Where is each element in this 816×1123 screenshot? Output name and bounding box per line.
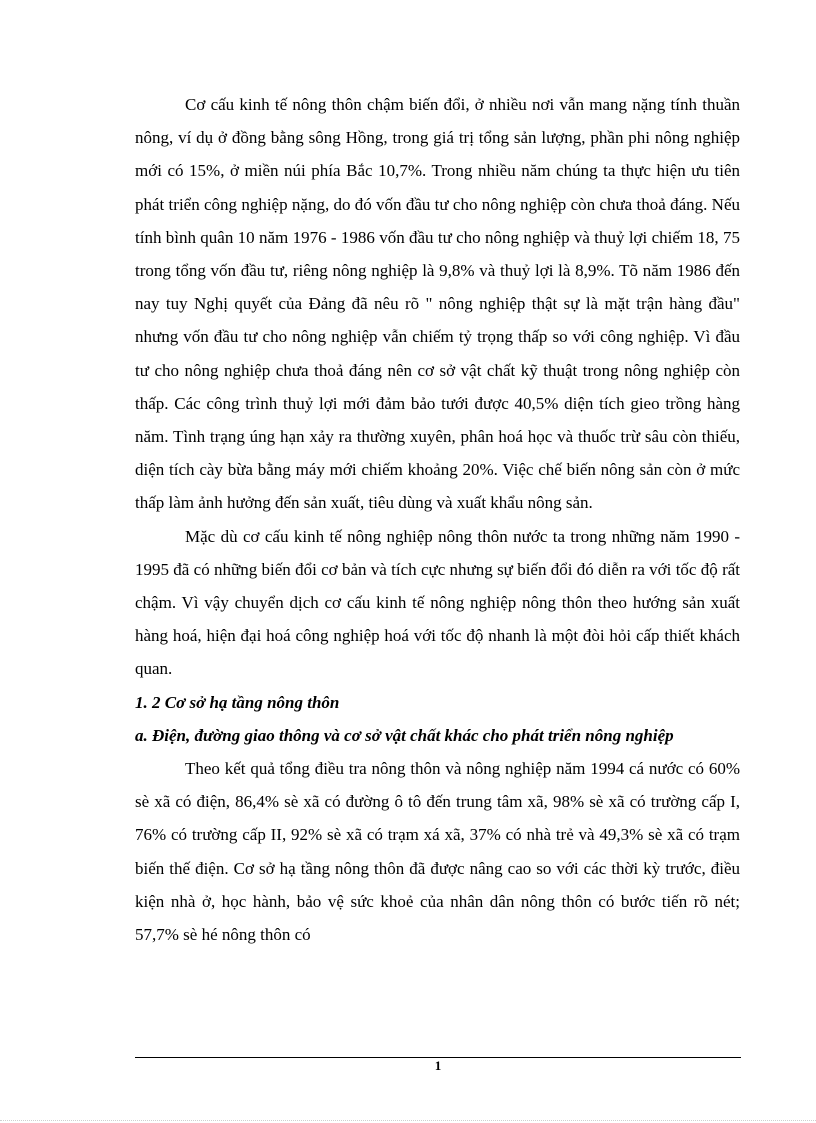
page-number: 1 [434,1058,442,1073]
paragraph-structural-change-pace: Mặc dù cơ cấu kinh tế nông nghiệp nông thôn nước ta trong những năm 1990 - 1995 đã có những biến đổi cơ bản và tích cực nhưng sự biến đổi đó diễn ra với tốc độ rất chậm. Vì vậy chuyển dịch cơ cấu kinh tế nông nghiệp nông thôn theo hướng sản xuất hàng hoá, hiện đại hoá công nghiệp hoá với tốc độ nhanh là một đòi hỏi cấp thiết khách quan. [135,526,740,679]
paragraph-rural-economy-structure: Cơ cấu kinh tế nông thôn chậm biến đổi, ở nhiều nơi vẫn mang nặng tính thuần nông, ví dụ ở đồng bằng sông Hồng, trong giá trị tổng sản lượng, phần phi nông nghiệp mới có 15%, ở miền núi phía Bắc 10,7%. Trong nhiều năm chúng ta thực hiện ưu tiên phát triển công nghiệp nặng, do đó vốn đầu tư cho nông nghiệp còn chưa thoả đáng. Nếu tính bình quân 10 năm 1976 - 1986 vốn đầu tư cho nông nghiệp và thuỷ lợi chiếm 18, 75 trong tổng vốn đầu tư, riêng nông nghiệp là 9,8% và thuỷ lợi là 8,9%. Tõ năm 1986 đến nay tuy Nghị quyết của Đảng đã nêu rõ " nông nghiệp thật sự là mặt trận hàng đầu" nhưng vốn đầu tư cho nông nghiệp vẫn chiếm tỷ trọng thấp so với công nghiệp. Vì đầu tư cho nông nghiệp chưa thoả đáng nên cơ sở vật chất kỹ thuật trong nông nghiệp còn thấp. Các công trình thuỷ lợi mới đảm bảo tưới được 40,5% diện tích gieo trồng hàng năm. Tình trạng úng hạn xảy ra thường xuyên, phân hoá học và thuốc trừ sâu còn thiếu, diện tích cày bừa bằng máy mới chiếm khoảng 20%. Việc chế biến nông sản còn ở mức thấp làm ảnh hưởng đến sản xuất, tiêu dùng và xuất khẩu nông sản. [135,95,740,513]
subsection-heading: a. Điện, đường giao thông và cơ sở vật chất khác cho phát triển nông nghiệp [135,725,674,745]
paragraph-rural-survey-1994: Theo kết quả tổng điều tra nông thôn và nông nghiệp năm 1994 cá nước có 60% sè xã có điện, 86,4% sè xã có đường ô tô đến trung tâm xã, 98% sè xã có trường cấp I, 76% có trường cấp II, 92% sè xã có trạm xá xã, 37% có nhà trẻ và 49,3% sè xã có trạm biến thế điện. Cơ sở hạ tầng nông thôn đã được nâng cao so với các thời kỳ trước, điều kiện nhà ở, học hành, bảo vệ sức khoẻ của nhân dân nông thôn có bước tiến rõ nét; 57,7% sè hé nông thôn có [135,759,740,945]
section-heading: 1. 2 Cơ sở hạ tầng nông thôn [135,692,340,712]
page-edge-divider [0,1120,816,1121]
document-body [135,88,740,951]
